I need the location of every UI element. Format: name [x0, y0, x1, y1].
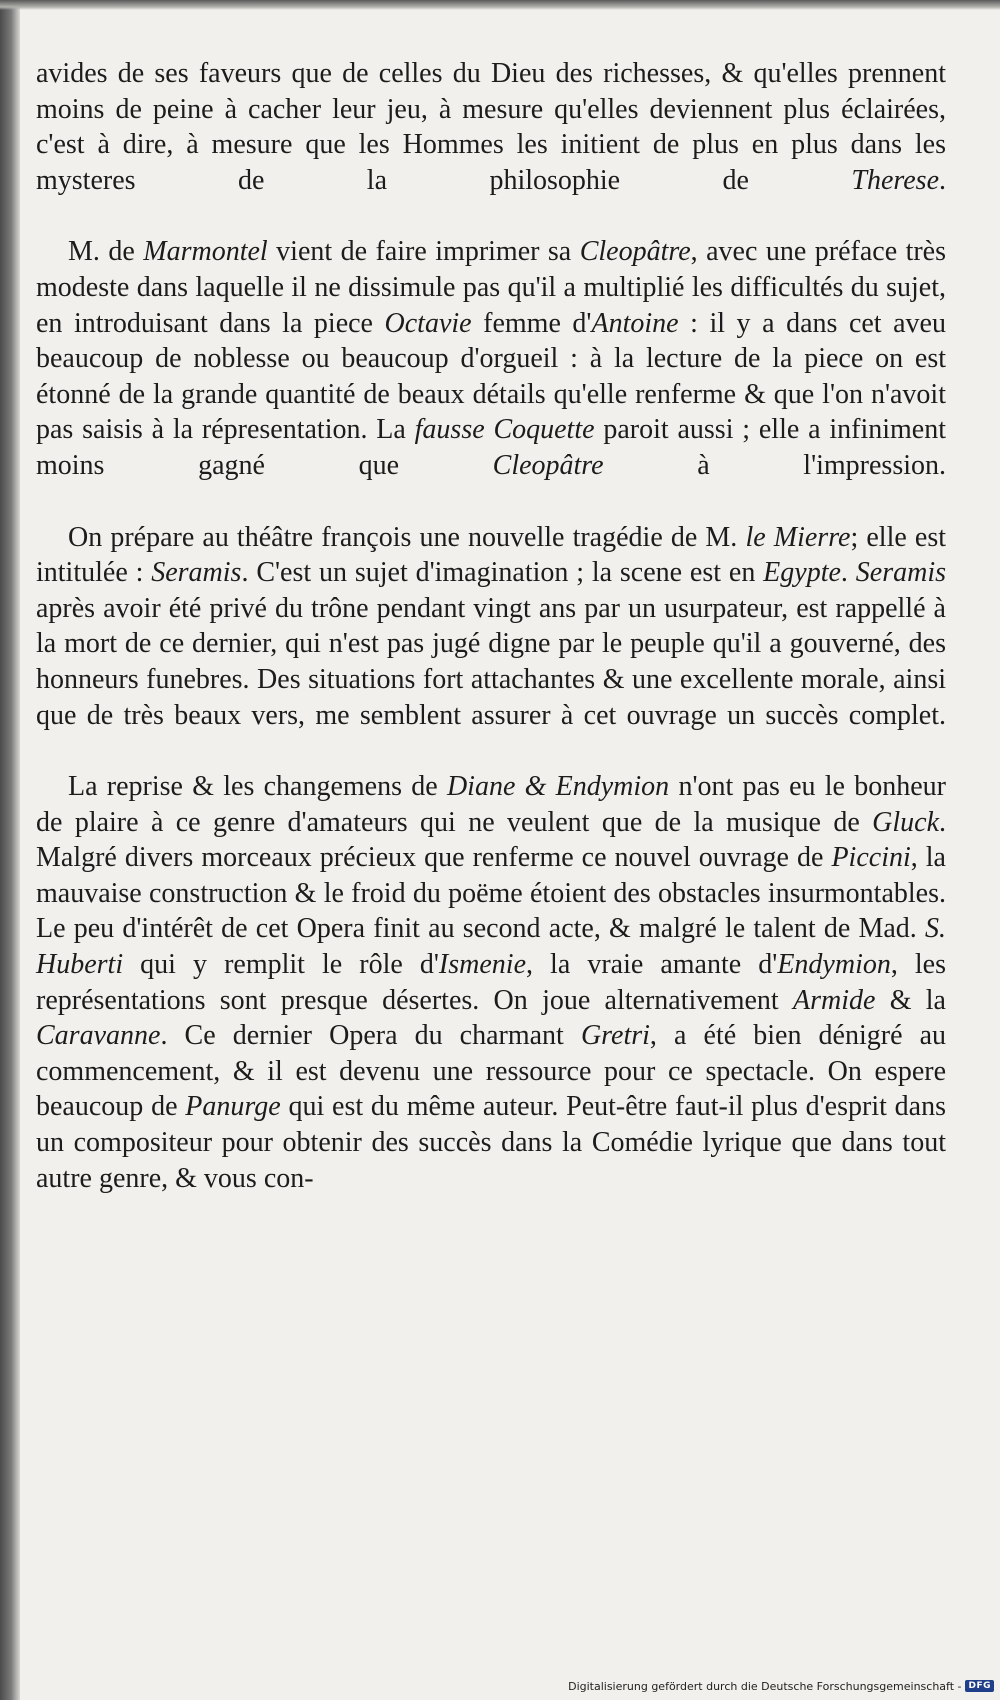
body-text-run: après avoir été privé du trône pendant vingt ans par un usurpateur, est rappellé à la mort de ce dernier, qui n'est pas jugé digne par le peuple qu'il a gouverné, des honneurs funebres. Des situations fort attachantes & une excellente morale, ainsi que de très beaux vers, me semblent assurer à cet ouvrage un succès complet. [36, 592, 946, 731]
italic-name-text: Caravanne [36, 1020, 161, 1052]
italic-name-text: Endymion [777, 949, 891, 981]
italic-name-text: Armide [792, 984, 876, 1016]
italic-name-text: Gluck [872, 806, 939, 838]
body-text-run: femme d' [471, 307, 592, 339]
body-text-run: avides de ses faveurs que de celles du Dieu des richesses, & qu'elles prennent moins de peine à cacher leur jeu, à mesure qu'elles deviennent plus éclairées, c'est à dire, à mesure que les Hommes les initient de plus en plus dans les mysteres de la philosophie de [36, 58, 946, 196]
italic-name-text: Gretri [580, 1020, 650, 1052]
paragraph-4 [36, 769, 946, 1196]
italic-name-text: Panurge [185, 1091, 281, 1123]
body-text-run: n'ont pas eu le bonheur de plaire à ce genre d'amateurs qui ne veulent que de la musique de [36, 771, 946, 838]
page-left-edge-shadow [0, 0, 20, 1700]
italic-name-text: le Mierre [745, 521, 851, 553]
italic-name-text: Octavie [384, 307, 472, 339]
body-text-run: , la mauvaise construction & le froid du poëme étoient des obstacles insurmontables. Le peu d'intérêt de cet Opera finit au second acte, & malgré le talent de Mad. [36, 842, 946, 945]
italic-name-text: Therese [851, 164, 939, 196]
paragraph-3 [36, 520, 946, 734]
page-top-edge-shadow [0, 0, 1000, 10]
body-text-run: : il y a dans cet aveu beaucoup de noblesse ou beaucoup d'orgueil : à la lecture de la piece on est étonné de la grande quantité de beaux détails qu'elle renferme & que l'on n'avoit pas saisis à la répresentation. La [36, 307, 946, 446]
italic-name-text: fausse Coquette [414, 414, 595, 446]
body-text-run: , les représentations sont presque désertes. On joue alternativement [36, 949, 947, 1016]
body-text-run: . C'est un sujet d'imagination ; la scene est en [241, 557, 764, 589]
italic-name-text: Seramis [855, 557, 947, 589]
body-text-run: . [939, 164, 946, 196]
body-text-run: On prépare au théâtre françois une nouvelle tragédie de M. [68, 521, 746, 553]
body-text-run: . [840, 557, 856, 589]
body-text-run: , la vraie amante d' [526, 949, 778, 981]
italic-name-text: Seramis [151, 557, 242, 589]
body-text-run: M. de [68, 236, 144, 268]
body-text-run: vient de faire imprimer sa [267, 236, 580, 268]
italic-name-text: Cleopâtre [579, 236, 691, 268]
italic-name-text: Ismenie [438, 949, 526, 981]
italic-name-text: Egypte [763, 557, 841, 589]
body-text-run: à l'impression. [603, 449, 946, 481]
italic-name-text: Cleopâtre [492, 449, 604, 481]
body-text-run: La reprise & les changemens de [68, 771, 447, 803]
paragraph-1 [36, 56, 946, 198]
body-text-run: paroit aussi ; elle a infiniment moins gagné que [36, 414, 946, 481]
dfg-logo-icon: DFG [965, 1680, 994, 1692]
page-body-text [36, 56, 946, 1196]
body-text-run: , a été bien dénigré au commencement, & il est devenu une ressource pour ce spectacle. On espere beaucoup de [36, 1020, 947, 1123]
italic-name-text: Piccini [831, 842, 911, 874]
digitization-credit [568, 1676, 994, 1696]
body-text-run: . Ce dernier Opera du charmant [160, 1020, 581, 1052]
body-text-run: . Malgré divers morceaux précieux que renferme ce nouvel ouvrage de [36, 806, 946, 874]
body-text-run: & la [875, 984, 946, 1016]
body-text-run: , avec une préface très modeste dans laquelle il ne dissimule pas qu'il a multiplié les difficultés du sujet, en introduisant dans la piece [36, 236, 947, 339]
body-text-run: qui est du même auteur. Peut-être faut-il plus d'esprit dans un compositeur pour obtenir des succès dans la Comédie lyrique que dans tout autre genre, & vous con- [36, 1091, 946, 1194]
paragraph-2 [36, 234, 946, 483]
italic-name-text: Marmontel [143, 236, 268, 268]
funding-notice: Digitalisierung gefördert durch die Deutsche Forschungsgemeinschaft - [568, 1679, 962, 1693]
italic-name-text: Antoine [591, 307, 679, 339]
body-text-run: qui y remplit le rôle d' [123, 949, 439, 981]
body-text-run: ; elle est intitulée : [36, 521, 947, 589]
italic-name-text: S. Huberti [36, 913, 946, 981]
italic-name-text: Diane & Endymion [446, 771, 670, 803]
